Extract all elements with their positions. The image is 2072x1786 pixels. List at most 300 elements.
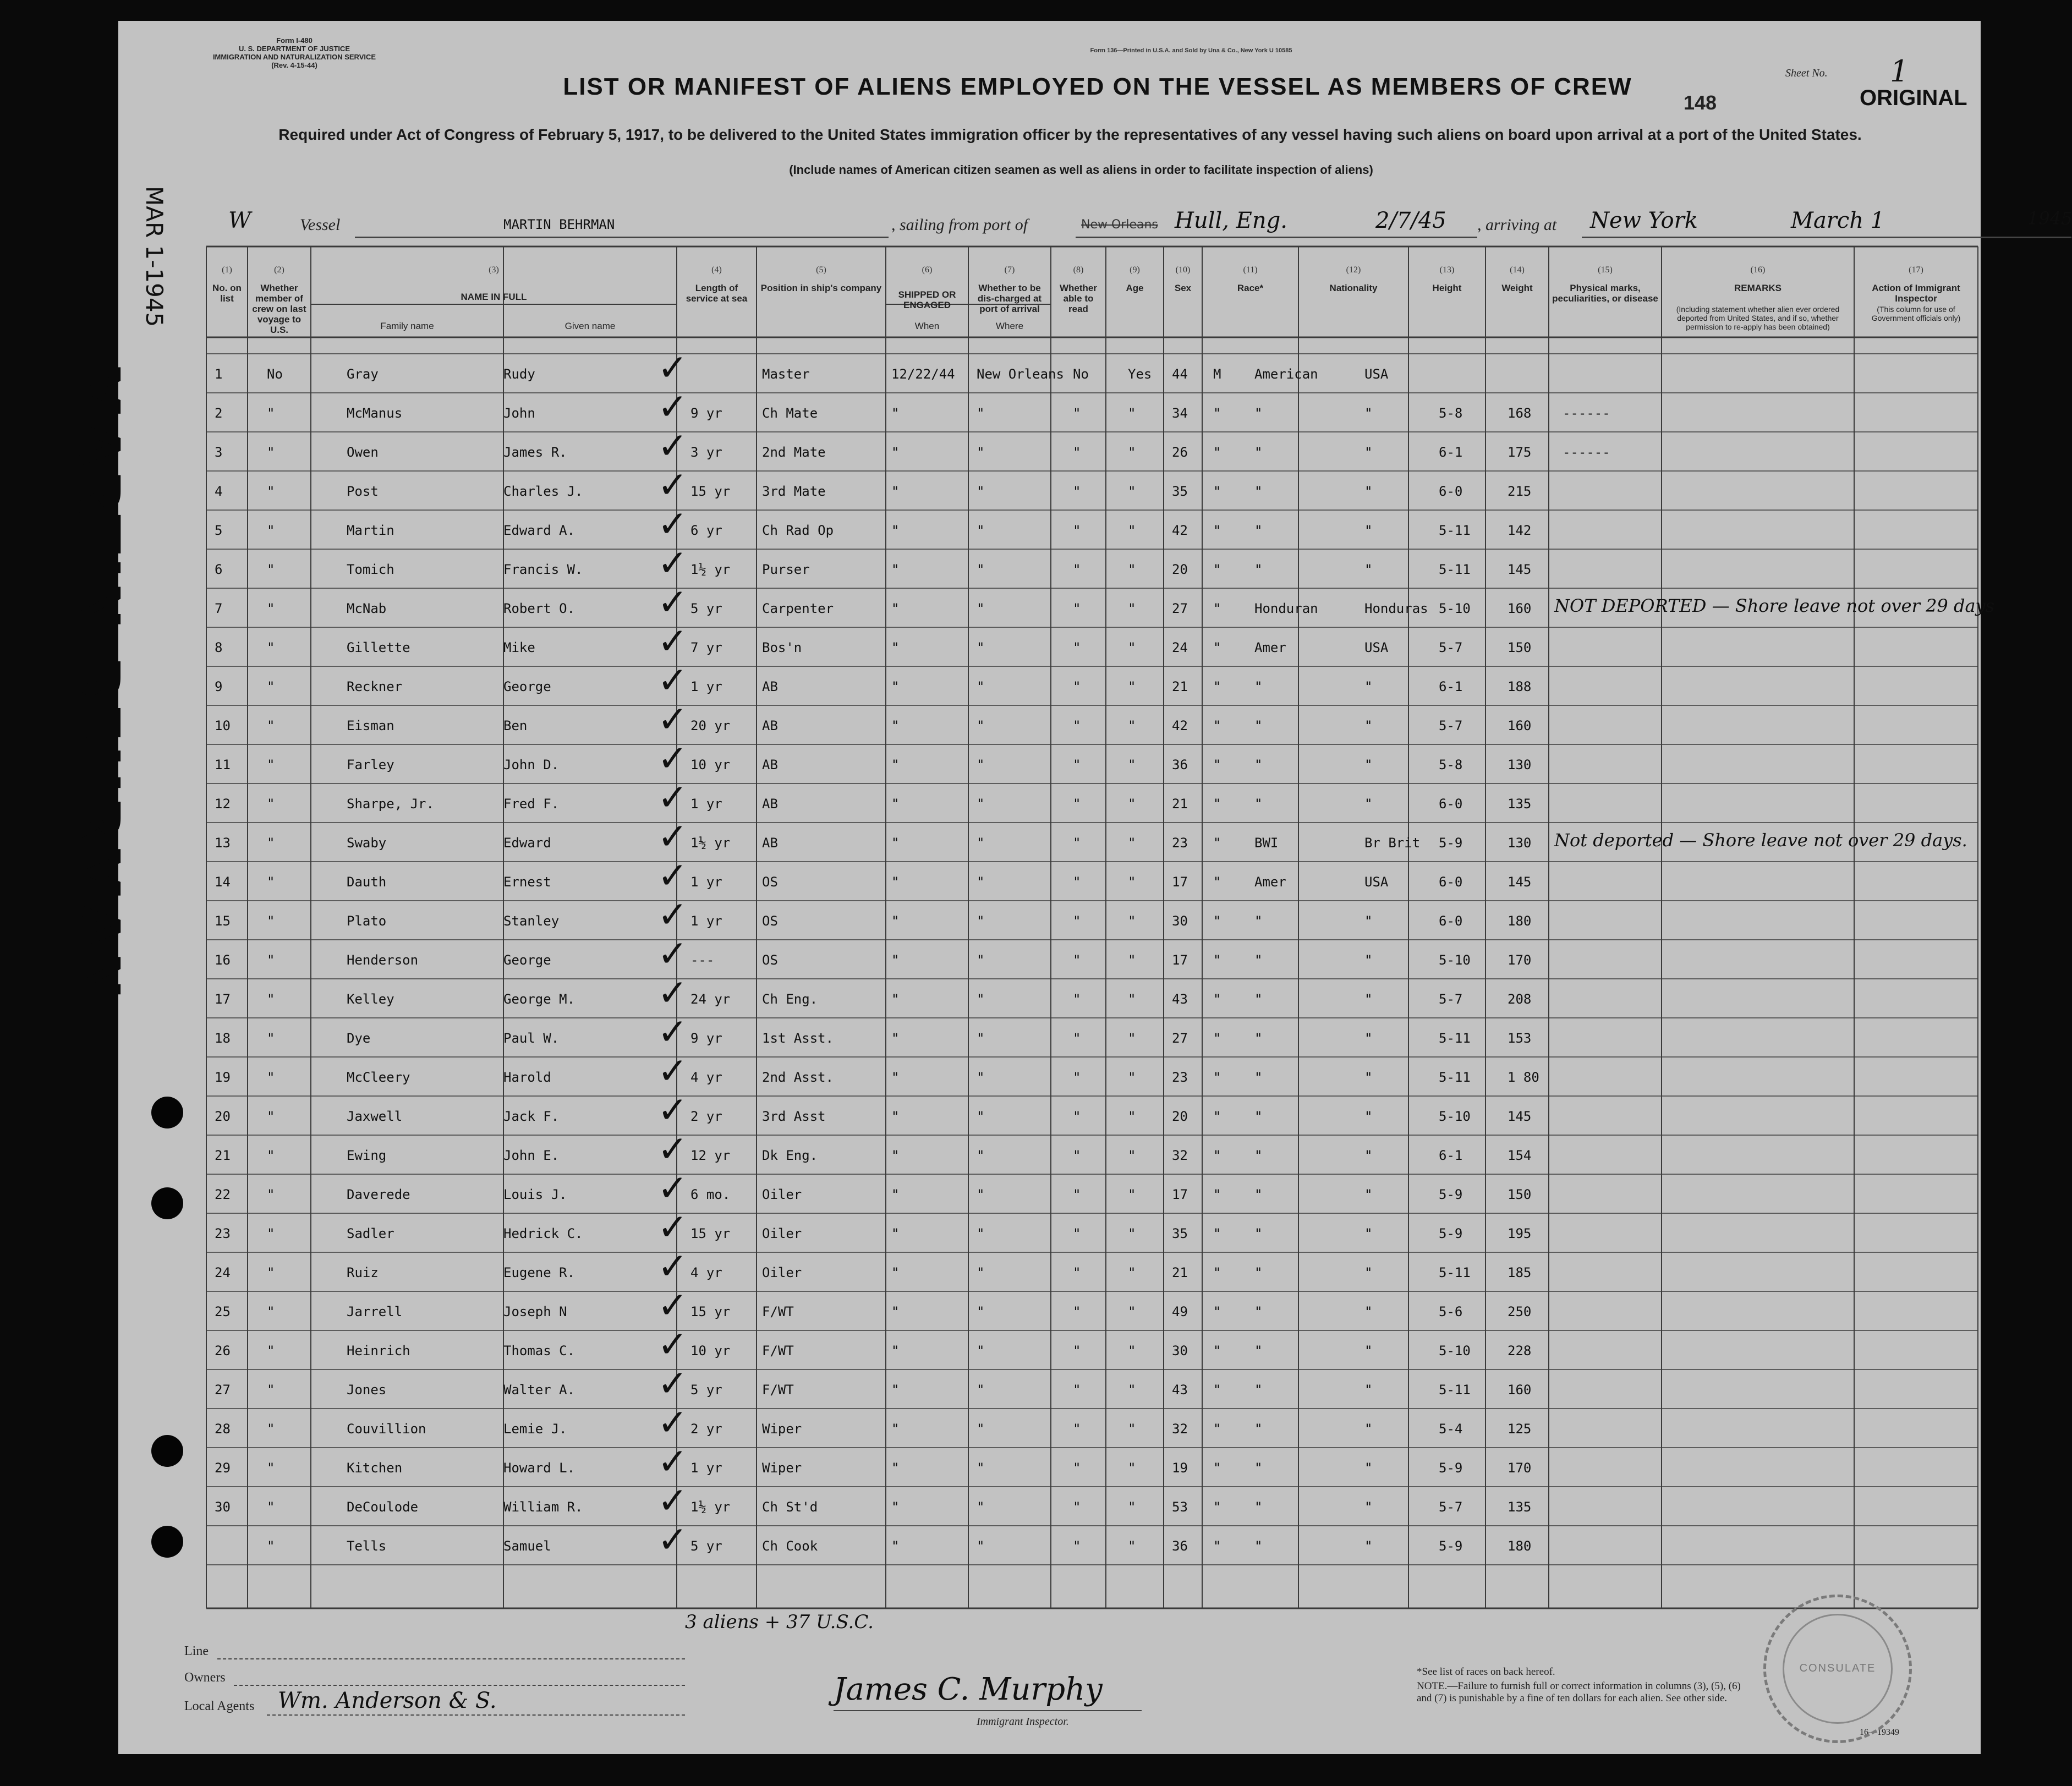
cell-race: ": [1254, 1343, 1263, 1358]
check-mark-icon: ✓: [657, 542, 688, 584]
cell-when: ": [891, 991, 900, 1007]
cell-when: ": [891, 757, 900, 773]
cell-when: ": [891, 1499, 900, 1515]
cell-no: 2: [215, 406, 223, 421]
column-number: (10): [1175, 265, 1191, 275]
cell-race: ": [1254, 1265, 1263, 1280]
cell-nat: ": [1364, 1031, 1373, 1046]
cell-race: ": [1254, 913, 1263, 929]
cell-position: Oiler: [762, 1265, 802, 1280]
cell-age: 23: [1172, 835, 1188, 851]
cell-height: 5-10: [1439, 1343, 1471, 1358]
agents-value: Wm. Anderson & S.: [278, 1688, 497, 1713]
cell-position: F/WT: [762, 1343, 794, 1358]
check-mark-icon: ✓: [657, 1011, 688, 1053]
manifest-sheet: [65, 21, 2072, 1754]
cell-disch: ": [1073, 1226, 1081, 1241]
cell-nat: Br Brit: [1364, 835, 1421, 851]
punch-hole: [151, 1187, 183, 1219]
cell-sex: ": [1213, 679, 1221, 694]
cell-service: 12 yr: [690, 1148, 731, 1163]
column-number: (7): [1004, 265, 1015, 275]
cell-service: 1½ yr: [690, 1499, 731, 1515]
cell-read: ": [1128, 562, 1136, 577]
cell-read: ": [1128, 1187, 1136, 1202]
check-mark-icon: ✓: [657, 1362, 688, 1405]
cell-age: 30: [1172, 913, 1188, 929]
cell-weight: 180: [1508, 913, 1532, 929]
cell-no: 12: [215, 796, 231, 812]
cell-service: 5 yr: [690, 1538, 722, 1554]
cell-prev: ": [267, 406, 275, 421]
cell-read: ": [1128, 1109, 1136, 1124]
column-number: (11): [1243, 265, 1258, 275]
cell-given: Edward: [503, 835, 551, 851]
cell-service: 20 yr: [690, 718, 731, 733]
check-mark-icon: ✓: [657, 698, 688, 741]
cell-weight: 185: [1508, 1265, 1532, 1280]
cell-no: 27: [215, 1382, 231, 1398]
cell-read: ": [1128, 952, 1136, 968]
cell-nat: ": [1364, 1343, 1373, 1358]
cell-race: ": [1254, 1070, 1263, 1085]
check-mark-icon: ✓: [657, 1206, 688, 1248]
cell-sex: ": [1213, 718, 1221, 733]
cell-position: AB: [762, 718, 778, 733]
cell-prev: ": [267, 1109, 275, 1124]
cell-height: 5-11: [1439, 1382, 1471, 1398]
cell-when: ": [891, 1070, 900, 1085]
cell-disch: ": [1073, 757, 1081, 773]
cell-read: ": [1128, 835, 1136, 851]
cell-weight: 145: [1508, 1109, 1532, 1124]
sailing-date: 2/7/45: [1375, 208, 1446, 233]
cell-prev: ": [267, 1460, 275, 1476]
cell-given: Eugene R.: [503, 1265, 575, 1280]
struck-port: New Orleans: [1081, 218, 1158, 232]
cell-given: Ben: [503, 718, 528, 733]
check-mark-icon: ✓: [657, 815, 688, 858]
cell-given: George: [503, 952, 551, 968]
cell-where: ": [977, 484, 985, 499]
cell-age: 49: [1172, 1304, 1188, 1319]
table-grid: [118, 21, 1981, 1754]
check-mark-icon: ✓: [657, 1050, 688, 1092]
cell-nat: ": [1364, 913, 1373, 929]
cell-where: ": [977, 1265, 985, 1280]
check-mark-icon: ✓: [657, 933, 688, 975]
column-header: Physical marks, peculiarities, or disease: [1552, 283, 1658, 304]
cell-race: ": [1254, 406, 1263, 421]
cell-disch: ": [1073, 1538, 1081, 1554]
cell-age: 36: [1172, 757, 1188, 773]
cell-when: ": [891, 601, 900, 616]
cell-given: Robert O.: [503, 601, 575, 616]
cell-disch: ": [1073, 874, 1081, 890]
cell-position: Ch Rad Op: [762, 523, 834, 538]
cell-family: Daverede: [347, 1187, 410, 1202]
cell-nat: ": [1364, 1538, 1373, 1554]
check-mark-icon: ✓: [657, 659, 688, 702]
vessel-label: Vessel: [300, 216, 341, 234]
cell-where: ": [977, 1460, 985, 1476]
cell-height: 5-7: [1439, 991, 1463, 1007]
cell-disch: ": [1073, 952, 1081, 968]
cell-where: ": [977, 679, 985, 694]
cell-where: ": [977, 640, 985, 655]
cell-where: ": [977, 601, 985, 616]
check-mark-icon: ✓: [657, 347, 688, 389]
cell-race: ": [1254, 679, 1263, 694]
cell-sex: ": [1213, 523, 1221, 538]
cell-nat: ": [1364, 1421, 1373, 1437]
column-number: (9): [1130, 265, 1140, 275]
cell-position: Wiper: [762, 1460, 802, 1476]
cell-race: BWI: [1254, 835, 1279, 851]
cell-position: 2nd Asst.: [762, 1070, 834, 1085]
cell-given: Rudy: [503, 366, 535, 382]
cell-prev: ": [267, 523, 275, 538]
cell-where: ": [977, 913, 985, 929]
cell-given: Walter A.: [503, 1382, 575, 1398]
cell-nat: Honduras: [1364, 601, 1428, 616]
cell-position: Bos'n: [762, 640, 802, 655]
include-note: (Include names of American citizen seamen as well as aliens in order to facilitate inspection of aliens): [789, 163, 1373, 177]
cell-sex: ": [1213, 1226, 1221, 1241]
cell-sex: ": [1213, 874, 1221, 890]
cell-prev: ": [267, 640, 275, 655]
cell-when: ": [891, 679, 900, 694]
cell-weight: 142: [1508, 523, 1532, 538]
cell-weight: 180: [1508, 1538, 1532, 1554]
cell-nat: ": [1364, 484, 1373, 499]
cell-race: ": [1254, 445, 1263, 460]
footer-note: NOTE.—Failure to furnish full or correct information in columns (3), (5), (6) and (7) is punishable by a fine of ten dollars for each alien. See other side.: [1417, 1680, 1741, 1704]
cell-no: 28: [215, 1421, 231, 1437]
cell-given: Ernest: [503, 874, 551, 890]
cell-read: ": [1128, 601, 1136, 616]
cell-age: 35: [1172, 484, 1188, 499]
cell-service: 5 yr: [690, 1382, 722, 1398]
cell-family: Ewing: [347, 1148, 387, 1163]
check-mark-icon: ✓: [657, 1167, 688, 1209]
cell-family: Dye: [347, 1031, 371, 1046]
cell-family: Post: [347, 484, 379, 499]
cell-weight: 188: [1508, 679, 1532, 694]
cell-read: ": [1128, 1382, 1136, 1398]
vessel-line: [206, 204, 2072, 242]
column-header: Weight: [1501, 283, 1533, 293]
cell-where: ": [977, 1109, 985, 1124]
cell-height: 6-0: [1439, 484, 1463, 499]
sheet-label: Sheet No.: [1785, 67, 1828, 79]
cell-race: ": [1254, 1421, 1263, 1437]
cell-height: 5-10: [1439, 952, 1471, 968]
cell-read: ": [1128, 991, 1136, 1007]
cell-prev: ": [267, 1031, 275, 1046]
cell-no: 16: [215, 952, 231, 968]
cell-family: Eisman: [347, 718, 394, 733]
cell-height: 5-4: [1439, 1421, 1463, 1437]
cell-prev: ": [267, 913, 275, 929]
cell-height: 5-10: [1439, 601, 1471, 616]
column-number: (12): [1346, 265, 1361, 275]
cell-family: Dauth: [347, 874, 387, 890]
cell-when: ": [891, 796, 900, 812]
cell-sex: ": [1213, 1265, 1221, 1280]
cell-nat: ": [1364, 1382, 1373, 1398]
cell-no: 15: [215, 913, 231, 929]
cell-where: ": [977, 1304, 985, 1319]
cell-weight: 153: [1508, 1031, 1532, 1046]
handwritten-remark: Not deported — Shore leave not over 29 days.: [1554, 830, 1967, 851]
cell-family: Farley: [347, 757, 394, 773]
cell-where: ": [977, 445, 985, 460]
cell-where: ": [977, 562, 985, 577]
sailing-label: , sailing from port of: [891, 216, 1028, 234]
cell-disch: ": [1073, 1460, 1081, 1476]
cell-service: 1½ yr: [690, 835, 731, 851]
cell-sex: ": [1213, 1382, 1221, 1398]
cell-height: 5-9: [1439, 1226, 1463, 1241]
cell-read: ": [1128, 1265, 1136, 1280]
cell-prev: ": [267, 1382, 275, 1398]
form-header-block: [151, 36, 437, 69]
cell-disch: ": [1073, 1382, 1081, 1398]
check-mark-icon: ✓: [657, 386, 688, 428]
cell-read: ": [1128, 718, 1136, 733]
cell-race: Amer: [1254, 640, 1286, 655]
cell-weight: 170: [1508, 952, 1532, 968]
cell-prev: ": [267, 484, 275, 499]
cell-position: 2nd Mate: [762, 445, 826, 460]
cell-sex: ": [1213, 952, 1221, 968]
cell-age: 27: [1172, 601, 1188, 616]
cell-when: 12/22/44: [891, 366, 955, 382]
cell-where: ": [977, 1382, 985, 1398]
cell-prev: ": [267, 757, 275, 773]
cell-when: ": [891, 445, 900, 460]
cell-read: ": [1128, 1304, 1136, 1319]
cell-prev: ": [267, 601, 275, 616]
cell-read: ": [1128, 523, 1136, 538]
cell-disch: ": [1073, 1109, 1081, 1124]
cell-race: ": [1254, 1304, 1263, 1319]
cell-nat: ": [1364, 562, 1373, 577]
cell-given: Lemie J.: [503, 1421, 567, 1437]
cell-race: ": [1254, 1187, 1263, 1202]
agents-label: Local Agents: [184, 1699, 255, 1713]
cell-age: 35: [1172, 1226, 1188, 1241]
cell-when: ": [891, 1460, 900, 1476]
cell-race: Honduran: [1254, 601, 1318, 616]
check-mark-icon: ✓: [657, 1245, 688, 1288]
cell-sex: ": [1213, 991, 1221, 1007]
check-mark-icon: ✓: [657, 620, 688, 662]
cell-given: Paul W.: [503, 1031, 560, 1046]
cell-when: ": [891, 1187, 900, 1202]
form-code: 16—19349: [1860, 1728, 1899, 1737]
column-subheader: Where: [995, 321, 1024, 331]
cell-height: 5-9: [1439, 1538, 1463, 1554]
cell-weight: 150: [1508, 1187, 1532, 1202]
cell-service: 9 yr: [690, 1031, 722, 1046]
cell-service: 6 yr: [690, 523, 722, 538]
cell-prev: ": [267, 1538, 275, 1554]
cell-age: 20: [1172, 562, 1188, 577]
cell-family: Plato: [347, 913, 387, 929]
cell-family: Kitchen: [347, 1460, 403, 1476]
cell-sex: ": [1213, 1031, 1221, 1046]
check-mark-icon: ✓: [657, 776, 688, 819]
cell-when: ": [891, 913, 900, 929]
cell-when: ": [891, 874, 900, 890]
cell-read: Yes: [1128, 366, 1152, 382]
cell-disch: ": [1073, 1304, 1081, 1319]
cell-race: ": [1254, 1031, 1263, 1046]
cell-position: 3rd Mate: [762, 484, 826, 499]
cell-given: Charles J.: [503, 484, 583, 499]
cell-family: Gillette: [347, 640, 410, 655]
cell-prev: ": [267, 1421, 275, 1437]
cell-service: 4 yr: [690, 1070, 722, 1085]
cell-no: 1: [215, 366, 223, 382]
cell-no: 23: [215, 1226, 231, 1241]
column-number: (1): [222, 265, 232, 275]
cell-no: 5: [215, 523, 223, 538]
cell-race: ": [1254, 991, 1263, 1007]
cell-sex: ": [1213, 1460, 1221, 1476]
cell-weight: 125: [1508, 1421, 1532, 1437]
cell-weight: 170: [1508, 1460, 1532, 1476]
cell-service: 5 yr: [690, 601, 722, 616]
cell-position: Carpenter: [762, 601, 834, 616]
cell-no: 3: [215, 445, 223, 460]
cell-prev: ": [267, 952, 275, 968]
cell-when: ": [891, 1421, 900, 1437]
cell-where: ": [977, 1187, 985, 1202]
cell-prev: ": [267, 1148, 275, 1163]
cell-race: American: [1254, 366, 1318, 382]
cell-height: 6-0: [1439, 874, 1463, 890]
check-mark-icon: ✓: [657, 464, 688, 506]
column-header: Whether to be dis-charged at port of arrival: [977, 283, 1042, 314]
cell-nat: ": [1364, 952, 1373, 968]
column-header: NAME IN FULL: [461, 292, 527, 302]
cell-disch: ": [1073, 1187, 1081, 1202]
cell-position: Oiler: [762, 1226, 802, 1241]
cell-given: Samuel: [503, 1538, 551, 1554]
cell-sex: ": [1213, 835, 1221, 851]
cell-family: DeCoulode: [347, 1499, 419, 1515]
cell-race: ": [1254, 1226, 1263, 1241]
cell-sex: ": [1213, 1187, 1221, 1202]
cell-nat: ": [1364, 1070, 1373, 1085]
cell-family: Reckner: [347, 679, 403, 694]
cell-service: 6 mo.: [690, 1187, 731, 1202]
cell-where: ": [977, 718, 985, 733]
cell-no: 8: [215, 640, 223, 655]
cell-race: ": [1254, 1109, 1263, 1124]
cell-when: ": [891, 1343, 900, 1358]
cell-read: ": [1128, 679, 1136, 694]
cell-age: 21: [1172, 679, 1188, 694]
cell-read: ": [1128, 484, 1136, 499]
form-revision: (Rev. 4-15-44): [271, 61, 317, 69]
cell-service: 1 yr: [690, 1460, 722, 1476]
cell-when: ": [891, 1031, 900, 1046]
cell-where: ": [977, 1031, 985, 1046]
cell-family: Sadler: [347, 1226, 394, 1241]
sailing-port: Hull, Eng.: [1175, 208, 1287, 233]
cell-prev: ": [267, 1265, 275, 1280]
punch-hole: [151, 1526, 183, 1558]
column-header: Length of service at sea: [686, 283, 748, 304]
cell-where: ": [977, 1343, 985, 1358]
cell-given: John E.: [503, 1148, 560, 1163]
column-number: (15): [1598, 265, 1613, 275]
cell-weight: 130: [1508, 835, 1532, 851]
cell-family: McCleery: [347, 1070, 410, 1085]
cell-prev: ": [267, 796, 275, 812]
cell-family: Couvillion: [347, 1421, 426, 1437]
cell-weight: 215: [1508, 484, 1532, 499]
cell-age: 20: [1172, 1109, 1188, 1124]
cell-position: Ch Cook: [762, 1538, 818, 1554]
cell-given: Edward A.: [503, 523, 575, 538]
check-mark-icon: ✓: [657, 737, 688, 780]
cell-sex: ": [1213, 1499, 1221, 1515]
check-mark-icon: ✓: [657, 894, 688, 936]
cell-height: 6-1: [1439, 445, 1463, 460]
cell-when: ": [891, 1304, 900, 1319]
cell-no: 9: [215, 679, 223, 694]
cell-no: 29: [215, 1460, 231, 1476]
cell-where: ": [977, 523, 985, 538]
cell-when: ": [891, 1265, 900, 1280]
printer-line: Form 136—Printed in U.S.A. and Sold by Una & Co., New York U 10585: [1090, 47, 1292, 54]
cell-prev: ": [267, 1187, 275, 1202]
cell-sex: ": [1213, 1109, 1221, 1124]
cell-position: 3rd Asst: [762, 1109, 826, 1124]
cell-read: ": [1128, 1148, 1136, 1163]
cell-disch: ": [1073, 1421, 1081, 1437]
check-mark-icon: ✓: [657, 1519, 688, 1561]
cell-race: ": [1254, 523, 1263, 538]
cell-position: Dk Eng.: [762, 1148, 818, 1163]
cell-no: 24: [215, 1265, 231, 1280]
cell-disch: ": [1073, 718, 1081, 733]
check-mark-icon: ✓: [657, 972, 688, 1014]
cell-age: 17: [1172, 952, 1188, 968]
cell-sex: ": [1213, 1148, 1221, 1163]
vessel-mark: W: [228, 208, 251, 233]
cell-nat: ": [1364, 523, 1373, 538]
cell-no: 10: [215, 718, 231, 733]
cell-disch: ": [1073, 1070, 1081, 1085]
cell-disch: ": [1073, 562, 1081, 577]
cell-disch: ": [1073, 1343, 1081, 1358]
cell-service: 3 yr: [690, 445, 722, 460]
cell-weight: 168: [1508, 406, 1532, 421]
check-mark-icon: ✓: [657, 1089, 688, 1131]
check-mark-icon: ✓: [657, 1480, 688, 1522]
check-mark-icon: ✓: [657, 581, 688, 623]
cell-given: Francis W.: [503, 562, 583, 577]
cell-service: 10 yr: [690, 757, 731, 773]
cell-weight: 1 80: [1508, 1070, 1539, 1085]
cell-height: 5-8: [1439, 757, 1463, 773]
